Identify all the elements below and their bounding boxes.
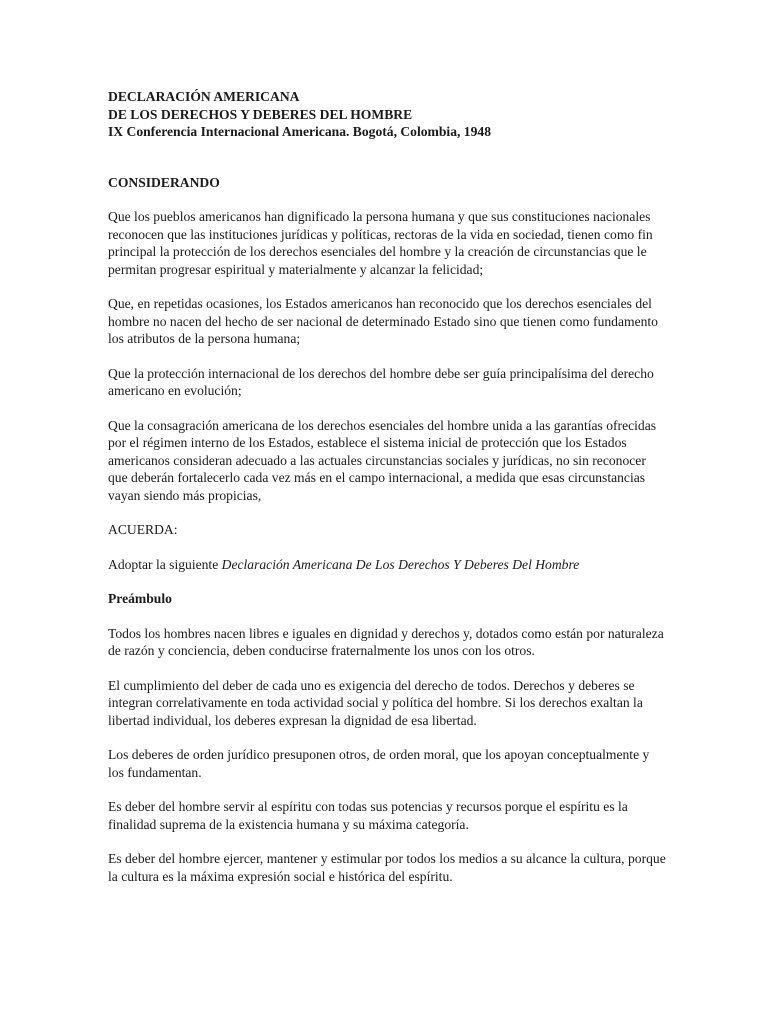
preambulo-paragraph-4: Es deber del hombre servir al espíritu con todas sus potencias y recursos porque el espíritu es la finalidad suprema de la existencia humana y su máxima categoría. — [108, 799, 628, 832]
considerando-paragraph-1: Que los pueblos americanos han dignificado la persona humana y que sus constituciones nacionales reconocen que las instituciones jurídicas y políticas, rectoras de la vida en sociedad, tienen como fin principal la protección de los derechos esenciales del hombre y la creación de circunstancias que le permitan progresar espiritual y materialmente y alcanzar la felicidad; — [108, 209, 653, 277]
preambulo-paragraph-1: Todos los hombres nacen libres e iguales en dignidad y derechos y, dotados como están por naturaleza de razón y conciencia, deben conducirse fraternalmente los unos con los otros. — [108, 625, 664, 658]
spacer — [108, 833, 668, 850]
adopt-prefix: Adoptar la siguiente — [108, 556, 222, 572]
spacer — [108, 729, 668, 746]
spacer — [108, 191, 668, 208]
considerando-heading: CONSIDERANDO — [108, 174, 220, 190]
considerando-paragraph-3: Que la protección internacional de los derechos del hombre debe ser guía principalísima del derecho americano en evolución; — [108, 365, 654, 398]
spacer — [108, 400, 668, 417]
spacer — [108, 141, 668, 174]
preambulo-paragraph-3: Los deberes de orden jurídico presuponen otros, de orden moral, que los apoyan conceptualmente y los fundamentan. — [108, 747, 650, 780]
spacer — [108, 573, 668, 590]
spacer — [108, 608, 668, 625]
spacer — [108, 504, 668, 521]
spacer — [108, 348, 668, 365]
document-title-line-1: DECLARACIÓN AMERICANA — [108, 89, 300, 104]
document-page — [108, 88, 668, 885]
preambulo-heading: Preámbulo — [108, 591, 172, 606]
spacer — [108, 781, 668, 798]
preambulo-paragraph-2: El cumplimiento del deber de cada uno es exigencia del derecho de todos. Derechos y deberes se integran correlativamente en toda actividad social y política del hombre. Si los derechos exaltan la libertad individual, los deberes expresan la dignidad de esa libertad. — [108, 677, 643, 728]
spacer — [108, 278, 668, 295]
spacer — [108, 660, 668, 677]
considerando-paragraph-2: Que, en repetidas ocasiones, los Estados americanos han reconocido que los derechos esenciales del hombre no nacen del hecho de ser nacional de determinado Estado sino que tienen como fundamento los atributos de la persona humana; — [108, 296, 658, 346]
acuerda-heading: ACUERDA: — [108, 522, 178, 537]
considerando-paragraph-4: Que la consagración americana de los derechos esenciales del hombre unida a las garantías ofrecidas por el régimen interno de los Estados, establece el sistema inicial de protección que los Estados americanos consideran adecuado a las actuales circunstancias sociales y jurídicas, no sin reconocer que deberán fortalecerlo cada vez más en el campo internacional, a medida que esas circunstancias vayan siendo más propicias, — [108, 417, 657, 503]
document-title-line-2: DE LOS DERECHOS Y DEBERES DEL HOMBRE — [108, 106, 413, 122]
document-subtitle: IX Conferencia Internacional Americana. Bogotá, Colombia, 1948 — [108, 124, 491, 139]
adopt-statement — [108, 556, 668, 574]
declaration-title-italic: Declaración Americana De Los Derechos Y Deberes Del Hombre — [221, 556, 580, 572]
spacer — [108, 539, 668, 556]
preambulo-paragraph-5: Es deber del hombre ejercer, mantener y estimular por todos los medios a su alcance la cultura, porque la cultura es la máxima expresión social e histórica del espíritu. — [108, 851, 666, 884]
